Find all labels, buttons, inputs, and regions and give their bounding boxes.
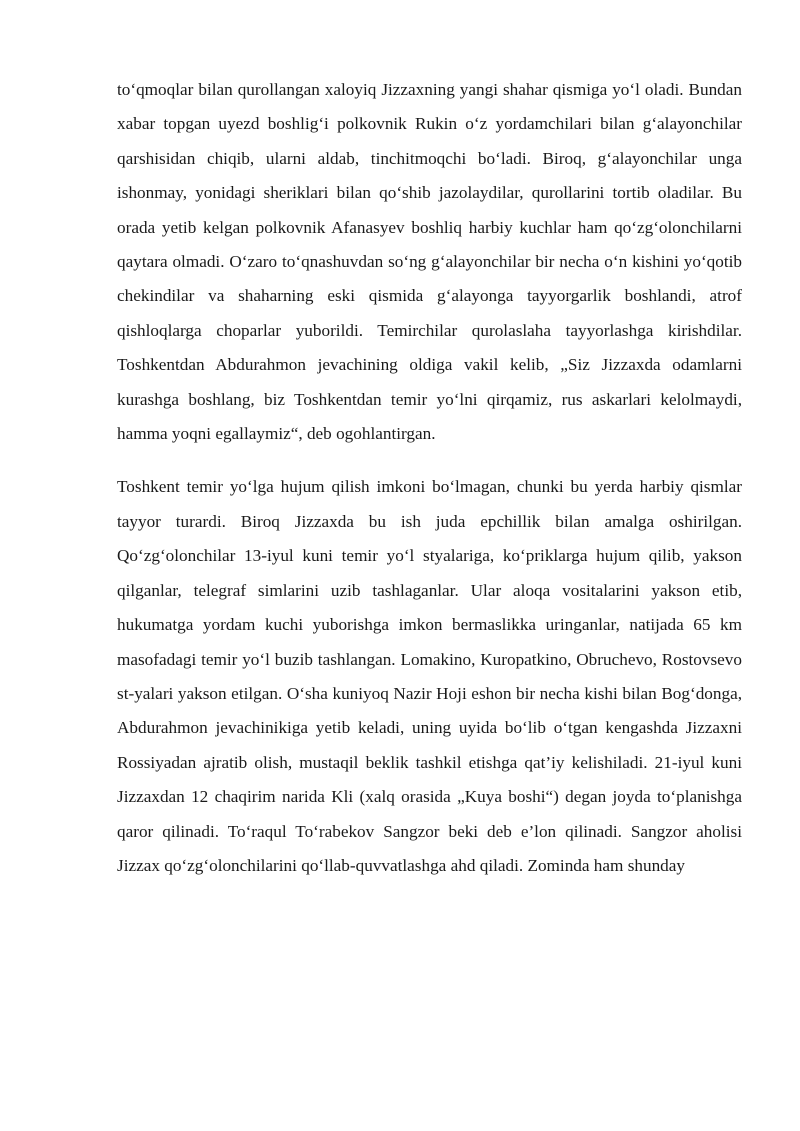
body-text	[117, 73, 742, 883]
paragraph-1: to‘qmoqlar bilan qurollangan xaloyiq Jizzaxning yangi shahar qismiga yo‘l oladi. Bundan xabar topgan uyezd boshlig‘i polkovnik Rukin o‘z yordamchilari bilan g‘alayonchilar qarshisidan chiqib, ularni aldab, tinchitmoqchi bo‘ladi. Biroq, g‘alayonchilar unga ishonmay, yonidagi sheriklari bilan qo‘shib jazolaydilar, qurollarini tortib oladilar. Bu orada yetib kelgan polkovnik Afanasyev boshliq harbiy kuchlar ham qo‘zg‘olonchilarni qaytara olmadi. O‘zaro to‘qnashuvdan so‘ng g‘alayonchilar bir necha o‘n kishini yo‘qotib chekindilar va shaharning eski qismida g‘alayonga tayyorgarlik boshlandi, atrof qishloqlarga choparlar yuborildi. Temirchilar qurolaslaha tayyorlashga kirishdilar. Toshkentdan Abdurahmon jevachining oldiga vakil kelib, „Siz Jizzaxda odamlarni kurashga boshlang, biz Toshkentdan temir yo‘lni qirqamiz, rus askarlari kelolmaydi, hamma yoqni egallaymiz“, deb ogohlantirgan.	[117, 80, 742, 444]
paragraph-2: Toshkent temir yo‘lga hujum qilish imkoni bo‘lmagan, chunki bu yerda harbiy qismlar tayyor turardi. Biroq Jizzaxda bu ish juda epchillik bilan amalga oshirilgan. Qo‘zg‘olonchilar 13-iyul kuni temir yo‘l styalariga, ko‘priklarga hujum qilib, yakson qilganlar, telegraf simlarini uzib tashlaganlar. Ular aloqa vositalarini yakson etib, hukumatga yordam kuchi yuborishga imkon bermaslikka uringanlar, natijada 65 km masofadagi temir yo‘l buzib tashlangan. Lomakino, Kuropatkino, Obruchevo, Rostovsevo st-yalari yakson etilgan. O‘sha kuniyoq Nazir Hoji eshon bir necha kishi bilan Bog‘donga, Abdurahmon jevachinikiga yetib keladi, uning uyida bo‘lib o‘tgan kengashda Jizzaxni Rossiyadan ajratib olish, mustaqil beklik tashkil etishga qat’iy kelishiladi. 21-iyul kuni Jizzaxdan 12 chaqirim narida Kli (xalq orasida „Kuya boshi“) degan joyda to‘planishga qaror qilinadi. To‘raqul To‘rabekov Sangzor beki deb e’lon qilinadi. Sangzor aholisi Jizzax qo‘zg‘olonchilarini qo‘llab-quvvatlashga ahd qiladi. Zominda ham shunday	[117, 477, 742, 875]
